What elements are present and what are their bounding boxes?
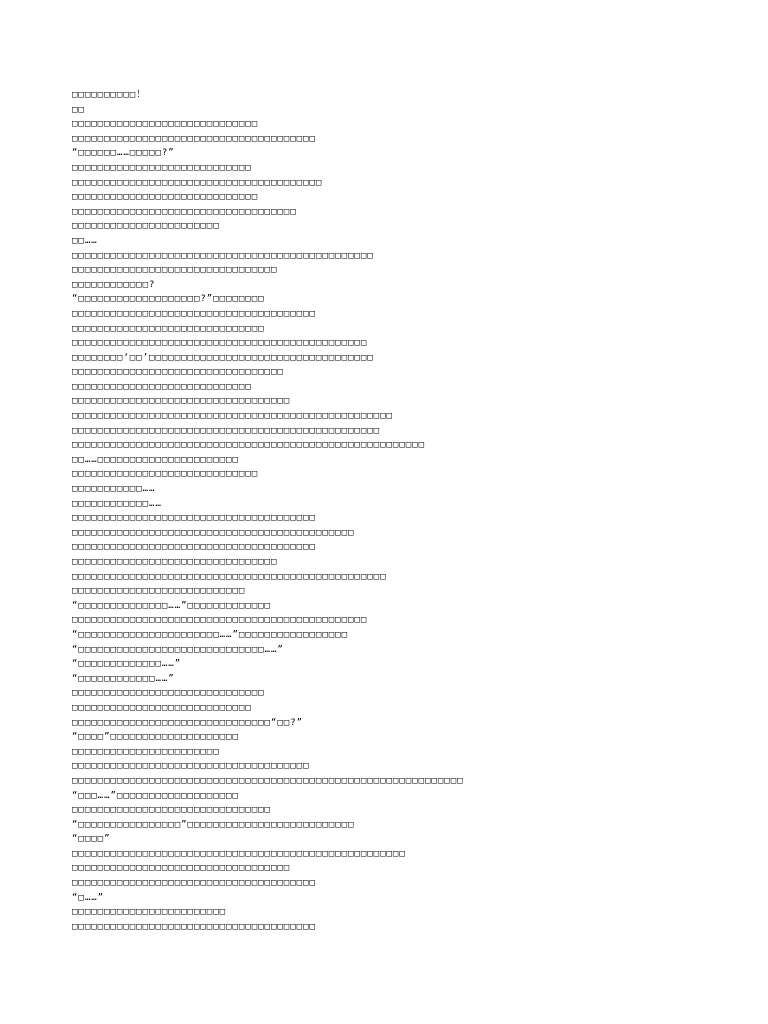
- text-line: □□□□□□□□□□□□□□□□□□□□□□□□□□□□□□□□□□□□□□: [72, 542, 316, 553]
- text-line: □□□□□□□□□□□□□□□□□□□□□□□□□□□□□□□: [72, 805, 271, 816]
- text-line: “□□□□□□□□□□□□……”: [72, 673, 175, 684]
- text-line: □□□□□□□□□□□□□□□□□□□□□□□□□□□□□□□□□□□□□□□: [72, 177, 323, 188]
- text-line: □□□□□□□□□□□□□□□□□□□□□□□□□□□□□: [72, 119, 259, 130]
- text-line: □□……: [72, 235, 98, 246]
- text-line: “□□□□□□□□□□□□□□□□□□□?”□□□□□□□□: [72, 294, 265, 305]
- text-line: □□: [72, 104, 85, 115]
- text-line: □□……□□□□□□□□□□□□□□□□□□□□□□: [72, 454, 239, 465]
- text-line: □□□□□□□□□□□□□□□□□□□□□□□: [72, 746, 220, 757]
- text-line: □□□□□□□□□□□□□□□□□□□□□□□□□□□□□□□□□□□□□□: [72, 308, 316, 319]
- text-line: “□……”: [72, 892, 105, 903]
- text-line: □□□□□□□□□□□□□□□□□□□□□□□□□□□□□□□□: [72, 265, 278, 276]
- text-line: □□□□□□□□□□□□□□□□□□□□□□□□□□□□□□□□□□□□□□□□□□□□□□□□□: [72, 571, 387, 582]
- text-line: □□□□□□□□□□□□□□□□□□□□□□□□□□□□□□□□□□□□□□: [72, 133, 316, 144]
- text-line: “□□□……”□□□□□□□□□□□□□□□□□□□: [72, 790, 239, 801]
- text-line: “□□□□□□□□□□□□□□……”□□□□□□□□□□□□□: [72, 600, 271, 611]
- text-line: □□□□□□□□□□□□□□□□□□□□□□□□□□□: [72, 586, 246, 597]
- text-line: “□□□□□□□□□□□□□□□□□□□□□□……”□□□□□□□□□□□□□□□□□: [72, 629, 348, 640]
- text-line: □□□□□□□□□□□□□□□□□□□□□□□□: [72, 907, 227, 918]
- text-line: □□□□□□□□□□□□□□□□□□□□□□□□□□□□□□□□□□□□□□□□□□□□□□□□□□□□: [72, 848, 406, 859]
- text-line: □□□□□□□□□□□□□□□□□□□□□□□□□□□□□□□□□: [72, 367, 284, 378]
- text-line: □□□□□□□□□□□□□□□□□□□□□□□□□□□□□□□□□□□□□□□□□□□□□□□□: [72, 425, 381, 436]
- text-line: □□□□□□□□□□□□□□□□□□□□□□□□□□□□□□□□□□□□□□□□□□□□□□□□□□: [72, 411, 393, 422]
- text-line: □□□□□□□□□□□□□□□□□□□□□□□□□□□□□□□□□□□□□□□□□□□□□□: [72, 615, 368, 626]
- text-line: □□□□□□□□□□□□□□□□□□□□□□□□□□□□□□□□□□□□□: [72, 761, 310, 772]
- text-line: □□□□□□□□□□□□□□□□□□□□□□□□□□□□□: [72, 192, 259, 203]
- text-line: □□□□□□□□□□□□□□□□□□□□□□□□□□□□□□□□□□: [72, 396, 291, 407]
- text-line: □□□□□□□□□□□□□□□□□□□□□□□□□□□□□□□□□□□□□□: [72, 513, 316, 524]
- text-line: “□□□□□□□□□□□□□……”: [72, 659, 182, 670]
- text-line: □□□□□□□□□□□□□□□□□□□□□□□□□□□□□□: [72, 323, 265, 334]
- text-line: □□□□□□□□□□！: [72, 90, 147, 100]
- text-line: □□□□□□□□□□□□□□□□□□□□□□□□□□□□□□□□□□□□□□: [72, 878, 316, 889]
- text-line: □□□□□□□□□□□□□□□□□□□□□□□□□□□□: [72, 381, 252, 392]
- text-line: □□□□□□□□□□□□……: [72, 498, 162, 509]
- text-line: “□□□□”: [72, 834, 111, 845]
- text-line: □□□□□□□□□□□□□□□□□□□□□□□□□□□□: [72, 702, 252, 713]
- text-line: □□□□□□□□□□□□□□□□□□□□□□□□□□□□□□□□□□□□□□□□□□□□□□□□□□□□□□□□□□□□□: [72, 775, 464, 786]
- text-line: □□□□□□□□□□□□?: [72, 279, 156, 290]
- text-line: □□□□□□□□□□□□□□□□□□□□□□□□□□□□□□□□□□□□□□□□□□□□□□□□□□□□□□□: [72, 440, 426, 451]
- text-line: □□□□□□□□‘□□’□□□□□□□□□□□□□□□□□□□□□□□□□□□□□□□□□□□: [72, 352, 374, 363]
- text-line: “□□□□□□□□□□□□□□□□□□□□□□□□□□□□□……”: [72, 644, 284, 655]
- text-line: “□□□□”□□□□□□□□□□□□□□□□□□□□: [72, 732, 239, 743]
- text-line: □□□□□□□□□□□……: [72, 484, 156, 495]
- text-line: “□□□□□□□□□□□□□□□□”□□□□□□□□□□□□□□□□□□□□□□□□□□: [72, 819, 355, 830]
- text-line: □□□□□□□□□□□□□□□□□□□□□□□□□□□□□□□□: [72, 557, 278, 567]
- text-line: □□□□□□□□□□□□□□□□□□□□□□□□□□□□: [72, 162, 252, 173]
- text-line: □□□□□□□□□□□□□□□□□□□□□□□□□□□□□□□□□□□□□□□□□□□□□□□: [72, 250, 374, 261]
- text-line: □□□□□□□□□□□□□□□□□□□□□□□: [72, 221, 220, 232]
- text-line: □□□□□□□□□□□□□□□□□□□□□□□□□□□□□□□□□□□□□□□□□□□□□□: [72, 338, 368, 349]
- document-body: [72, 88, 732, 934]
- text-line: □□□□□□□□□□□□□□□□□□□□□□□□□□□□□□□□□□: [72, 863, 291, 874]
- text-line: □□□□□□□□□□□□□□□□□□□□□□□□□□□□□□□□□□□: [72, 206, 297, 217]
- text-line: □□□□□□□□□□□□□□□□□□□□□□□□□□□□□□: [72, 688, 265, 699]
- text-line: “□□□□□□……□□□□□?”: [72, 148, 175, 159]
- text-line: □□□□□□□□□□□□□□□□□□□□□□□□□□□□□□□“□□?”: [72, 717, 304, 728]
- text-line: □□□□□□□□□□□□□□□□□□□□□□□□□□□□□□□□□□□□□□□□□□□□: [72, 527, 355, 538]
- text-line: □□□□□□□□□□□□□□□□□□□□□□□□□□□□□: [72, 469, 259, 480]
- text-line: □□□□□□□□□□□□□□□□□□□□□□□□□□□□□□□□□□□□□□: [72, 921, 316, 932]
